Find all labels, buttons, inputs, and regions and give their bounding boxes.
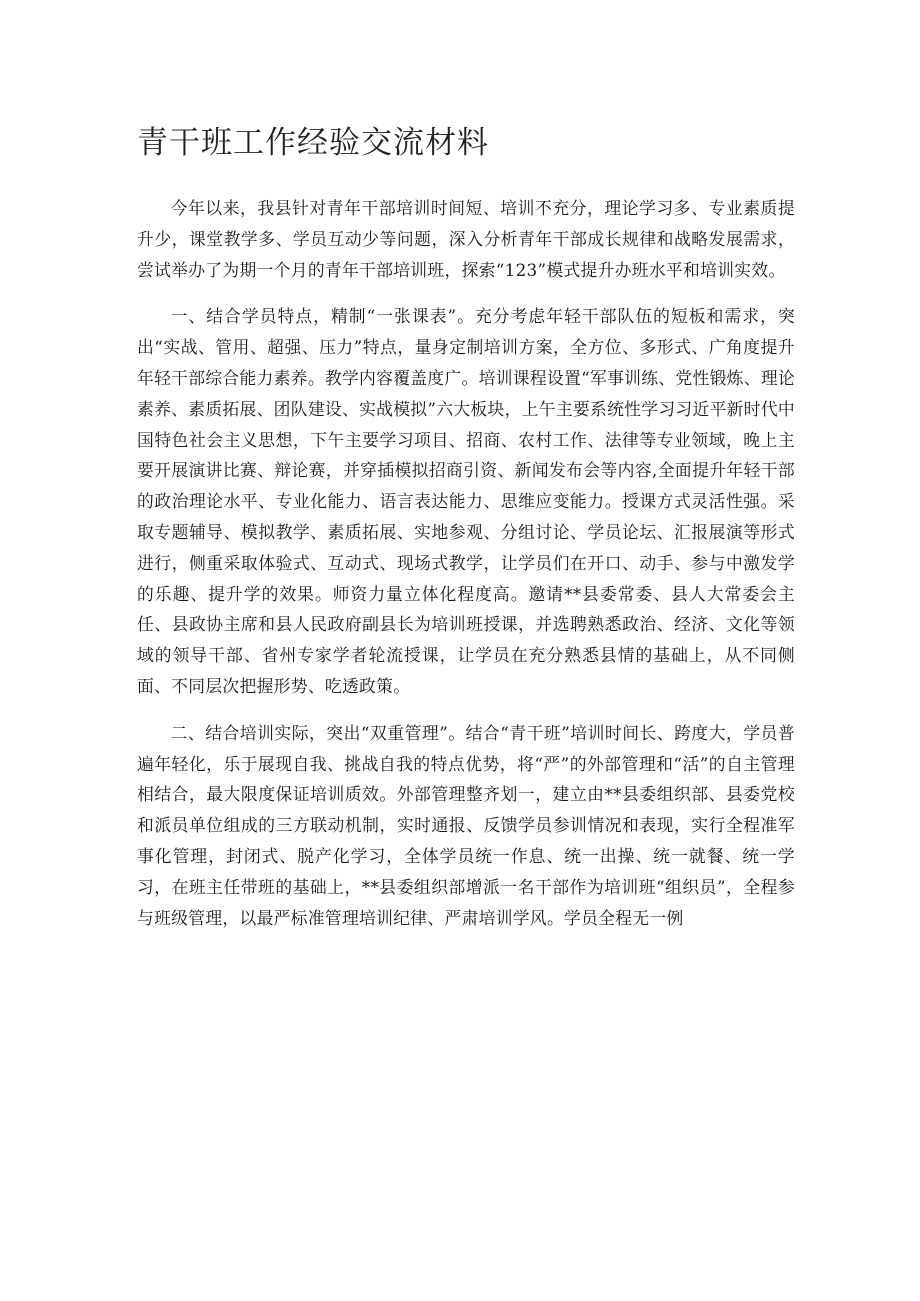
intro-paragraph: 今年以来，我县针对青年干部培训时间短、培训不充分，理论学习多、专业素质提升少，课堂教学多、学员互动少等问题，深入分析青年干部成长规律和战略发展需求，尝试举办了为期一个月的青年干部培训班，探索“123”模式提升办班水平和培训实效。 bbox=[137, 198, 795, 280]
document-title: 青干班工作经验交流材料 bbox=[137, 125, 489, 161]
section-one-paragraph: 一、结合学员特点，精制“一张课表”。充分考虑年轻干部队伍的短板和需求，突出“实战、管用、超强、压力”特点，量身定制培训方案，全方位、多形式、广角度提升年轻干部综合能力素养。教学内容覆盖度广。培训课程设置“军事训练、党性锻炼、理论素养、素质拓展、团队建设、实战模拟”六大板块，上午主要系统性学习习近平新时代中国特色社会主义思想，下午主要学习项目、招商、农村工作、法律等专业领域，晚上主要开展演讲比赛、辩论赛，并穿插模拟招商引资、新闻发布会等内容,全面提升年轻干部的政治理论水平、专业化能力、语言表达能力、思维应变能力。授课方式灵活性强。采取专题辅导、模拟教学、素质拓展、实地参观、分组讨论、学员论坛、汇报展演等形式进行，侧重采取体验式、互动式、现场式教学，让学员们在开口、动手、参与中激发学的乐趣、提升学的效果。师资力量立体化程度高。邀请**县委常委、县人大常委会主任、县政协主席和县人民政府副县长为培训班授课，并选聘熟悉政治、经济、文化等领域的领导干部、省州专家学者轮流授课，让学员在充分熟悉县情的基础上，从不同侧面、不同层次把握形势、吃透政策。 bbox=[137, 306, 795, 696]
section-two-paragraph: 二、结合培训实际，突出“双重管理”。结合“青干班”培训时间长、跨度大，学员普遍年轻化，乐于展现自我、挑战自我的特点优势，将“严”的外部管理和“活”的自主管理相结合，最大限度保证培训质效。外部管理整齐划一，建立由**县委组织部、县委党校和派员单位组成的三方联动机制，实时通报、反馈学员参训情况和表现，实行全程准军事化管理，封闭式、脱产化学习，全体学员统一作息、统一出操、统一就餐、统一学习，在班主任带班的基础上，**县委组织部增派一名干部作为培训班“组织员”，全程参与班级管理，以最严标准管理培训纪律、严肃培训学风。学员全程无一例 bbox=[137, 722, 795, 928]
document-page bbox=[137, 118, 795, 933]
